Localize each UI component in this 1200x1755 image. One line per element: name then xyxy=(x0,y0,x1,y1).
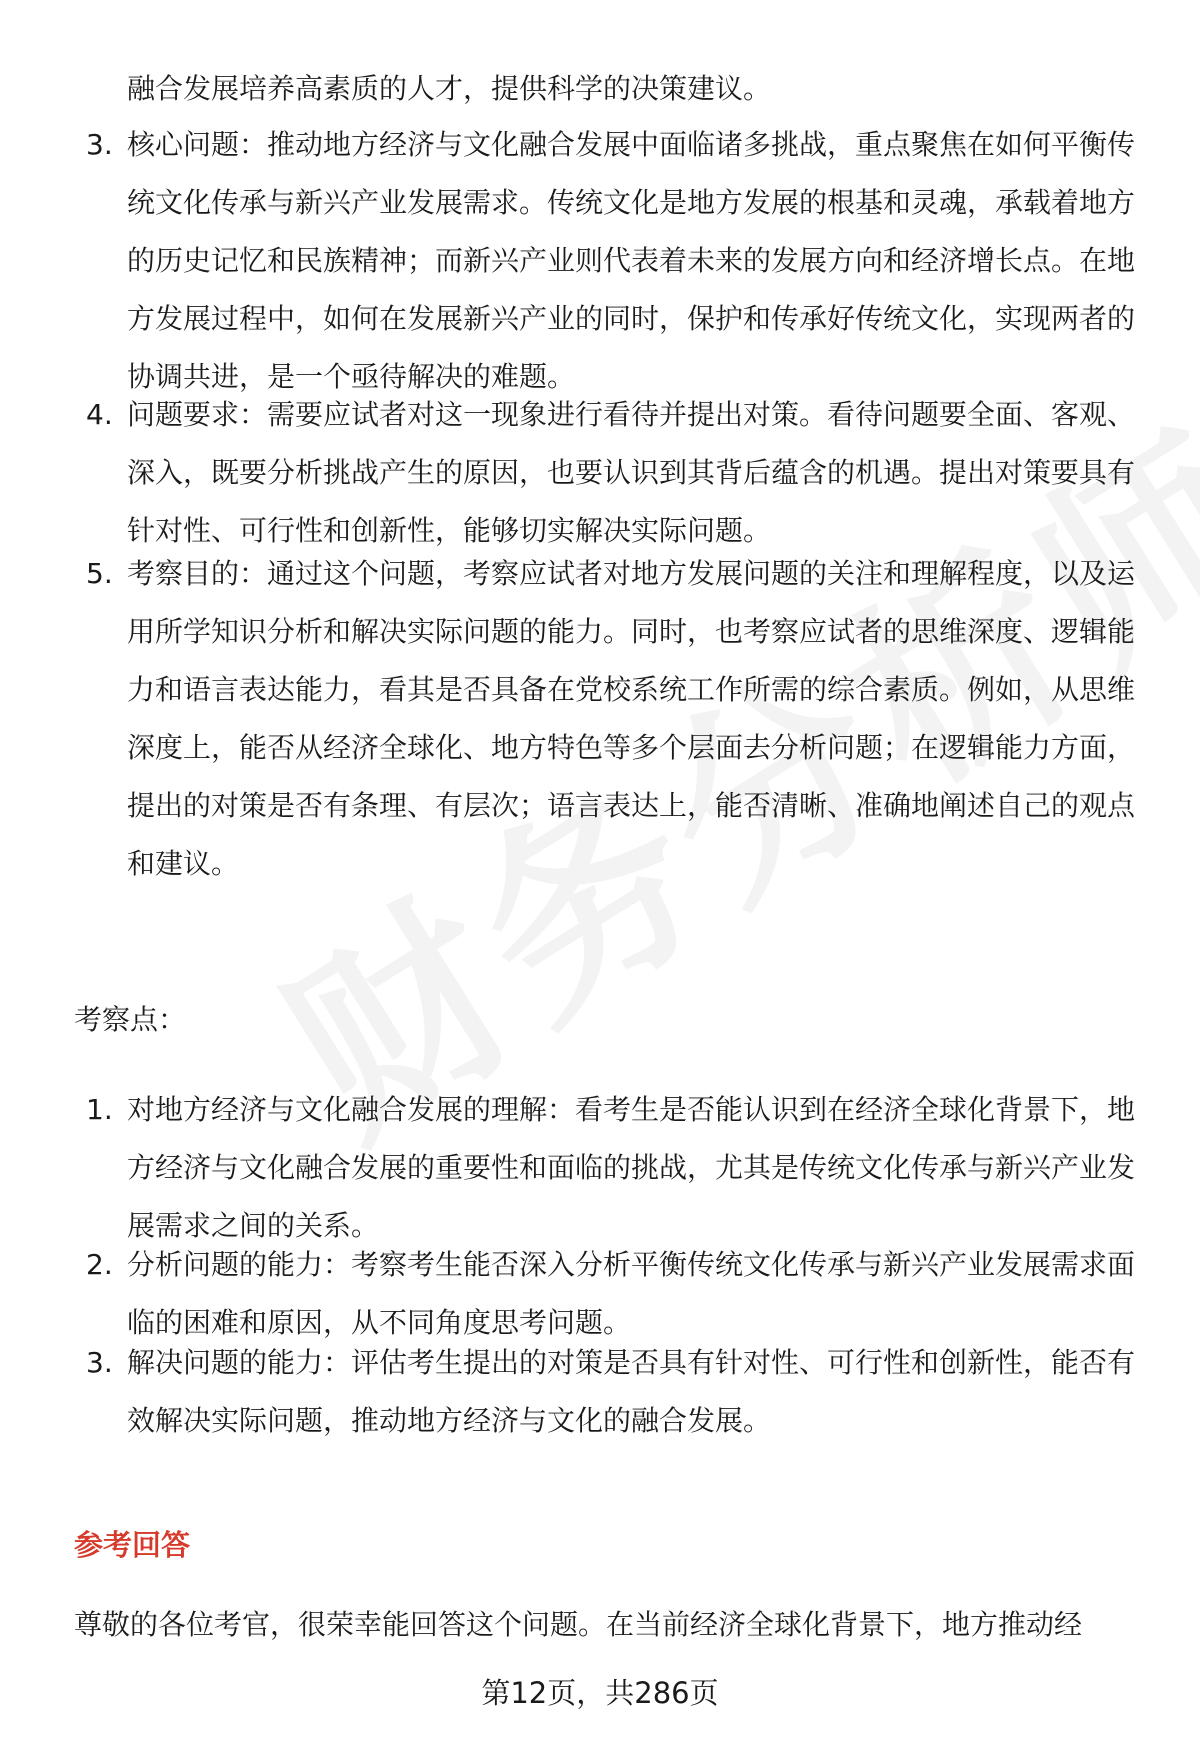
list-number: 1. xyxy=(86,1093,113,1126)
list-number: 3. xyxy=(86,1346,113,1379)
page-footer: 第12页，共286页 xyxy=(481,1676,719,1710)
list-item-text: 核心问题：推动地方经济与文化融合发展中面临诸多挑战，重点聚焦在如何平衡传统文化传承与新兴产业发展需求。传统文化是地方发展的根基和灵魂，承载着地方的历史记忆和民族精神；而新兴产业则代表着未来的发展方向和经济增长点。在地方发展过程中，如何在发展新兴产业的同时，保护和传承好传统文化，实现两者的协调共进，是一个亟待解决的难题。 xyxy=(127,128,1136,393)
continuation-paragraph: 融合发展培养高素质的人才，提供科学的决策建议。 xyxy=(127,72,772,105)
list-item-text: 解决问题的能力：评估考生提出的对策是否具有针对性、可行性和创新性，能否有效解决实际问题，推动地方经济与文化的融合发展。 xyxy=(127,1346,1136,1437)
list-number: 2. xyxy=(86,1248,113,1281)
answer-heading: 参考回答 xyxy=(74,1528,191,1562)
list-item-text: 问题要求：需要应试者对这一现象进行看待并提出对策。看待问题要全面、客观、深入，既要分析挑战产生的原因，也要认识到其背后蕴含的机遇。提出对策要具有针对性、可行性和创新性，能够切实解决实际问题。 xyxy=(127,398,1136,547)
points-label: 考察点： xyxy=(74,1003,187,1036)
list-item-text: 对地方经济与文化融合发展的理解：看考生是否能认识到在经济全球化背景下，地方经济与文化融合发展的重要性和面临的挑战，尤其是传统文化传承与新兴产业发展需求之间的关系。 xyxy=(127,1093,1136,1242)
list-number: 5. xyxy=(86,557,113,590)
list-number: 3. xyxy=(86,128,113,161)
list-item-text: 考察目的：通过这个问题，考察应试者对地方发展问题的关注和理解程度，以及运用所学知识分析和解决实际问题的能力。同时，也考察应试者的思维深度、逻辑能力和语言表达能力，看其是否具备在党校系统工作所需的综合素质。例如，从思维深度上，能否从经济全球化、地方特色等多个层面去分析问题；在逻辑能力方面，提出的对策是否有条理、有层次；语言表达上，能否清晰、准确地阐述自己的观点和建议。 xyxy=(127,557,1136,880)
list-number: 4. xyxy=(86,398,113,431)
answer-paragraph: 尊敬的各位考官，很荣幸能回答这个问题。在当前经济全球化背景下，地方推动经 xyxy=(74,1608,1083,1641)
list-item-text: 分析问题的能力：考察考生能否深入分析平衡传统文化传承与新兴产业发展需求面临的困难和原因，从不同角度思考问题。 xyxy=(127,1248,1136,1339)
